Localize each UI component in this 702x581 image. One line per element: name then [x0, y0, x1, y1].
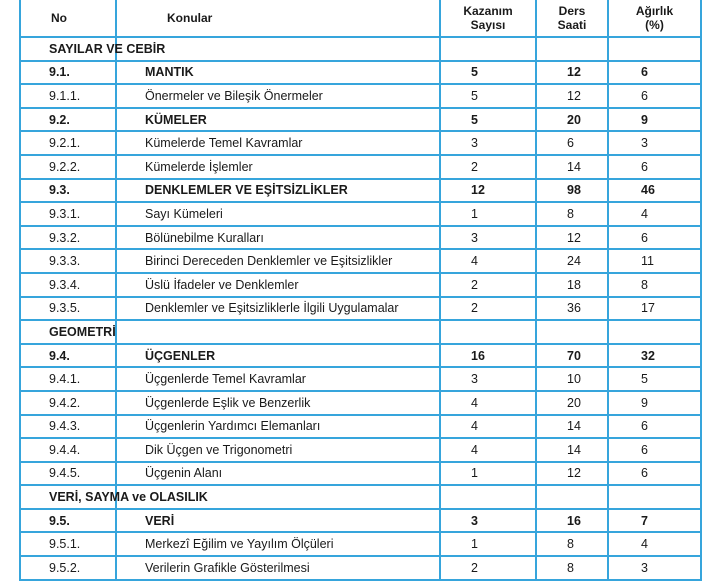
cell-no: SAYILAR VE CEBİR	[20, 37, 116, 61]
table-row	[20, 297, 701, 321]
cell-topic: Verilerin Grafikle Gösterilmesi	[116, 556, 440, 580]
cell-kazanim: 1	[440, 202, 536, 226]
cell-agirlik: 6	[608, 415, 701, 439]
unit-row	[20, 108, 701, 132]
cell-ders-saati: 12	[536, 61, 608, 85]
cell-topic: VERİ	[116, 509, 440, 533]
cell-no: 9.5.2.	[20, 556, 116, 580]
header-ders-line1: Ders	[558, 4, 586, 18]
cell-agirlik: 6	[608, 438, 701, 462]
cell-agirlik: 6	[608, 226, 701, 250]
section-row	[20, 485, 701, 509]
header-konular: Konular	[116, 0, 440, 37]
header-kazanim	[440, 0, 536, 37]
cell-no: 9.4.4.	[20, 438, 116, 462]
cell-agirlik	[608, 37, 701, 61]
table-row	[20, 155, 701, 179]
cell-topic: KÜMELER	[116, 108, 440, 132]
cell-no: 9.2.2.	[20, 155, 116, 179]
section-row	[20, 320, 701, 344]
cell-topic: Dik Üçgen ve Trigonometri	[116, 438, 440, 462]
cell-topic: Kümelerde Temel Kavramlar	[116, 131, 440, 155]
cell-no: 9.1.	[20, 61, 116, 85]
cell-no: 9.4.3.	[20, 415, 116, 439]
cell-no: GEOMETRİ	[20, 320, 116, 344]
cell-no: 9.2.	[20, 108, 116, 132]
cell-no: 9.3.1.	[20, 202, 116, 226]
cell-agirlik: 9	[608, 108, 701, 132]
cell-kazanim	[440, 485, 536, 509]
cell-ders-saati: 70	[536, 344, 608, 368]
table-row	[20, 391, 701, 415]
cell-kazanim: 4	[440, 391, 536, 415]
header-agirlik-line2: (%)	[645, 18, 664, 32]
cell-no: VERİ, SAYMA ve OLASILIK	[20, 485, 116, 509]
unit-row	[20, 61, 701, 85]
table-row	[20, 131, 701, 155]
cell-kazanim: 1	[440, 532, 536, 556]
cell-agirlik: 7	[608, 509, 701, 533]
cell-agirlik: 3	[608, 131, 701, 155]
table-header-row	[20, 0, 701, 37]
cell-ders-saati	[536, 37, 608, 61]
cell-agirlik: 8	[608, 273, 701, 297]
table-row	[20, 202, 701, 226]
cell-no: 9.4.2.	[20, 391, 116, 415]
cell-topic: Merkezî Eğilim ve Yayılım Ölçüleri	[116, 532, 440, 556]
cell-no: 9.5.	[20, 509, 116, 533]
header-ders-saati	[536, 0, 608, 37]
table-row	[20, 438, 701, 462]
cell-topic: Önermeler ve Bileşik Önermeler	[116, 84, 440, 108]
cell-topic: Üçgenlerde Eşlik ve Benzerlik	[116, 391, 440, 415]
cell-ders-saati: 8	[536, 532, 608, 556]
table-row	[20, 226, 701, 250]
cell-no: 9.3.4.	[20, 273, 116, 297]
cell-topic: MANTIK	[116, 61, 440, 85]
cell-kazanim: 2	[440, 297, 536, 321]
curriculum-table	[19, 0, 702, 581]
cell-no: 9.4.5.	[20, 462, 116, 486]
curriculum-table-container	[19, 0, 700, 581]
cell-ders-saati: 24	[536, 249, 608, 273]
table-row	[20, 367, 701, 391]
cell-no: 9.3.2.	[20, 226, 116, 250]
cell-ders-saati: 8	[536, 202, 608, 226]
table-body	[20, 37, 701, 580]
cell-topic: Bölünebilme Kuralları	[116, 226, 440, 250]
header-ders-line2: Saati	[557, 18, 587, 32]
cell-topic: Üslü İfadeler ve Denklemler	[116, 273, 440, 297]
cell-no: 9.4.1.	[20, 367, 116, 391]
cell-ders-saati: 12	[536, 462, 608, 486]
unit-row	[20, 344, 701, 368]
cell-agirlik: 46	[608, 179, 701, 203]
table-row	[20, 462, 701, 486]
cell-topic	[116, 320, 440, 344]
cell-agirlik: 17	[608, 297, 701, 321]
table-row	[20, 249, 701, 273]
cell-no: 9.3.3.	[20, 249, 116, 273]
cell-ders-saati	[536, 485, 608, 509]
header-agirlik	[608, 0, 701, 37]
table-row	[20, 273, 701, 297]
section-row	[20, 37, 701, 61]
cell-ders-saati: 10	[536, 367, 608, 391]
cell-ders-saati: 98	[536, 179, 608, 203]
cell-kazanim: 4	[440, 249, 536, 273]
cell-ders-saati: 18	[536, 273, 608, 297]
cell-kazanim: 2	[440, 273, 536, 297]
cell-kazanim: 5	[440, 84, 536, 108]
cell-agirlik: 4	[608, 532, 701, 556]
cell-agirlik: 5	[608, 367, 701, 391]
cell-kazanim	[440, 320, 536, 344]
cell-no: 9.4.	[20, 344, 116, 368]
cell-kazanim: 2	[440, 155, 536, 179]
cell-agirlik: 6	[608, 155, 701, 179]
cell-agirlik	[608, 320, 701, 344]
cell-ders-saati: 20	[536, 391, 608, 415]
table-row	[20, 84, 701, 108]
cell-ders-saati: 6	[536, 131, 608, 155]
cell-topic: Sayı Kümeleri	[116, 202, 440, 226]
cell-agirlik: 6	[608, 84, 701, 108]
cell-agirlik: 11	[608, 249, 701, 273]
cell-agirlik: 9	[608, 391, 701, 415]
cell-agirlik: 32	[608, 344, 701, 368]
cell-ders-saati: 12	[536, 84, 608, 108]
cell-agirlik: 6	[608, 462, 701, 486]
cell-topic: Denklemler ve Eşitsizliklerle İlgili Uygulamalar	[116, 297, 440, 321]
cell-kazanim: 5	[440, 108, 536, 132]
cell-topic: Üçgenlerin Yardımcı Elemanları	[116, 415, 440, 439]
cell-kazanim: 3	[440, 226, 536, 250]
cell-topic: ÜÇGENLER	[116, 344, 440, 368]
table-row	[20, 532, 701, 556]
cell-topic: Üçgenin Alanı	[116, 462, 440, 486]
cell-ders-saati: 14	[536, 415, 608, 439]
cell-agirlik: 6	[608, 61, 701, 85]
cell-ders-saati: 8	[536, 556, 608, 580]
cell-kazanim: 5	[440, 61, 536, 85]
cell-kazanim: 1	[440, 462, 536, 486]
unit-row	[20, 509, 701, 533]
cell-kazanim: 4	[440, 415, 536, 439]
cell-ders-saati: 14	[536, 155, 608, 179]
cell-kazanim: 3	[440, 367, 536, 391]
cell-topic: Kümelerde İşlemler	[116, 155, 440, 179]
cell-kazanim: 3	[440, 131, 536, 155]
cell-no: 9.1.1.	[20, 84, 116, 108]
cell-ders-saati: 14	[536, 438, 608, 462]
cell-kazanim	[440, 37, 536, 61]
cell-kazanim: 16	[440, 344, 536, 368]
header-agirlik-line1: Ağırlık	[635, 4, 674, 18]
cell-agirlik	[608, 485, 701, 509]
cell-ders-saati: 16	[536, 509, 608, 533]
cell-ders-saati: 36	[536, 297, 608, 321]
header-kazanim-line2: Sayısı	[470, 18, 506, 32]
table-row	[20, 556, 701, 580]
cell-ders-saati	[536, 320, 608, 344]
cell-no: 9.5.1.	[20, 532, 116, 556]
cell-topic: DENKLEMLER VE EŞİTSİZLİKLER	[116, 179, 440, 203]
cell-agirlik: 3	[608, 556, 701, 580]
header-kazanim-line1: Kazanım	[463, 4, 513, 18]
header-no: No	[20, 0, 116, 37]
cell-no: 9.3.	[20, 179, 116, 203]
unit-row	[20, 179, 701, 203]
cell-kazanim: 4	[440, 438, 536, 462]
cell-ders-saati: 20	[536, 108, 608, 132]
cell-ders-saati: 12	[536, 226, 608, 250]
cell-kazanim: 2	[440, 556, 536, 580]
cell-agirlik: 4	[608, 202, 701, 226]
cell-topic: Üçgenlerde Temel Kavramlar	[116, 367, 440, 391]
cell-kazanim: 3	[440, 509, 536, 533]
cell-no: 9.2.1.	[20, 131, 116, 155]
cell-no: 9.3.5.	[20, 297, 116, 321]
table-row	[20, 415, 701, 439]
cell-topic: Birinci Dereceden Denklemler ve Eşitsizlikler	[116, 249, 440, 273]
cell-kazanim: 12	[440, 179, 536, 203]
